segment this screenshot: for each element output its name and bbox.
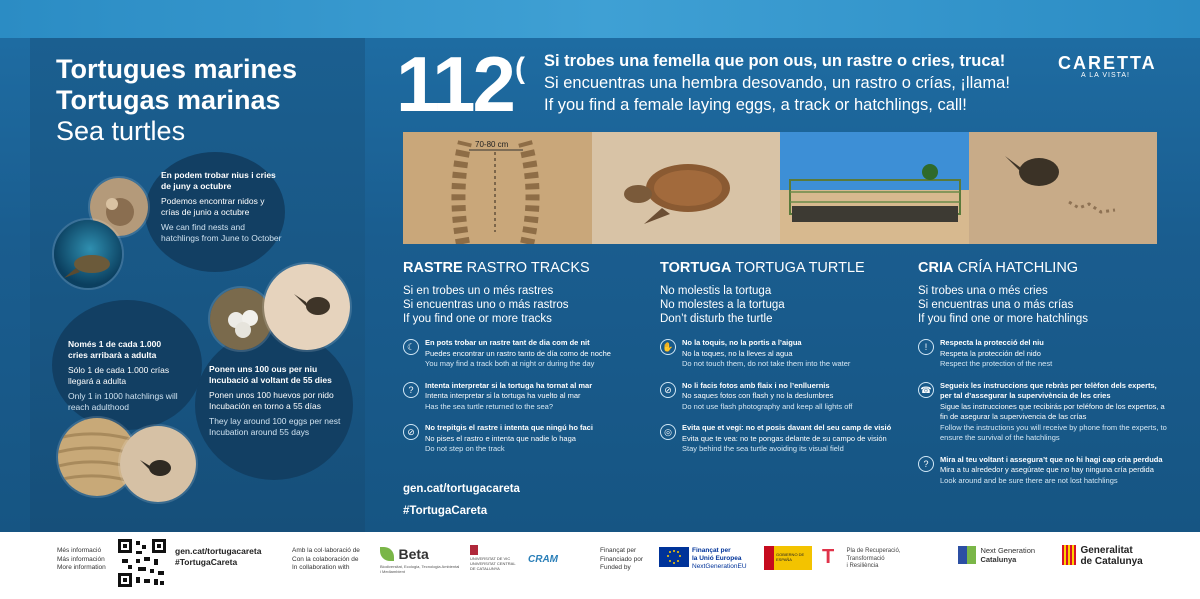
no-step-icon: ⊘ bbox=[403, 424, 419, 440]
title-es: Tortugas marinas bbox=[56, 85, 281, 115]
call-ca: Si trobes una femella que pon ous, un rastre o cries, truca! bbox=[544, 52, 1006, 70]
survival-en: Only 1 in 1000 hatchlings will reach adulthood bbox=[68, 391, 178, 412]
eggs-en: They lay around 100 eggs per nest Incubation around 55 days bbox=[209, 416, 341, 437]
photo-hatchling-closeup bbox=[118, 424, 198, 504]
phone-icon: ☎ bbox=[918, 382, 934, 398]
turtle-heading: TORTUGA TORTUGA TURTLE bbox=[660, 260, 865, 276]
collab-label: Amb la col·laboració de Con la colaboración de In collaboration with bbox=[292, 547, 360, 571]
turtle-item-stay-behind: ◎ Evita que et vegi: no et posis davant del seu camp de visió Evita que te vea: no te pongas delante de su campo de visión Stay behind the sea turtle avoiding its visual field bbox=[660, 423, 900, 455]
website-link[interactable]: gen.cat/tortugacareta bbox=[403, 483, 520, 495]
bubble-eggs-text bbox=[209, 364, 345, 438]
bubble-nests-text bbox=[161, 170, 283, 244]
tracks-intro: Si en trobes un o més rastres Si encuentras uno o más rastros If you find one or more tracks bbox=[403, 285, 569, 325]
eu-label: Finançat per la Unió Europea NextGenerationEU bbox=[692, 547, 747, 570]
warning-icon: ! bbox=[918, 339, 934, 355]
generalitat-logo: Generalitat de Catalunya bbox=[1062, 545, 1172, 567]
call-es: Si encuentras una hembra desovando, un rastro o crías, ¡llama! bbox=[544, 74, 1010, 92]
survival-ca: Només 1 de cada 1.000 cries arribarà a adulta bbox=[68, 339, 162, 360]
recovery-plan-logo: T Pla de Recuperació, Transformació i Resiliència bbox=[822, 546, 901, 569]
eu-flag-icon bbox=[659, 547, 689, 567]
more-info-label: Més informació Más información More information bbox=[57, 547, 106, 571]
nests-es: Podemos encontrar nidos y crías de junio a octubre bbox=[161, 196, 265, 217]
survival-es: Sólo 1 de cada 1.000 crías llegará a adulta bbox=[68, 365, 170, 386]
call-en: If you find a female laying eggs, a track or hatchlings, call! bbox=[544, 96, 967, 114]
column-hatchling bbox=[918, 260, 1168, 497]
logo-sub: A LA VISTA! bbox=[1080, 72, 1130, 79]
cram-logo: CRAM bbox=[528, 554, 558, 565]
leaf-icon bbox=[380, 547, 394, 561]
moon-icon: ☾ bbox=[403, 339, 419, 355]
nextgen-grid-icon bbox=[958, 546, 976, 564]
photo-turtle-swimming bbox=[52, 218, 124, 290]
eggs-ca: Ponen uns 100 ous per niu Incubació al voltant de 55 dies bbox=[209, 364, 332, 385]
beta-logo: Beta Biodiversitat, Ecologia, Tecnologia Ambiental i Mediambient bbox=[380, 545, 460, 574]
turtle-item-no-touch: ✋ No la toquis, no la portis a l’aigua No la toques, no la lleves al agua Do not touch them, do not take them into the water bbox=[660, 338, 900, 370]
uvic-mark-icon bbox=[470, 545, 478, 555]
board-links bbox=[403, 478, 520, 522]
eye-icon: ◎ bbox=[660, 424, 676, 440]
nests-en: We can find nests and hatchlings from June to October bbox=[161, 222, 282, 243]
recovery-mark-icon: T bbox=[822, 546, 835, 568]
top-band bbox=[0, 0, 1200, 38]
caretta-logo bbox=[1058, 53, 1157, 79]
tracks-item-interpret: ? Intenta interpretar si la tortuga ha tornat al mar Intenta interpretar si la tortuga ha vuelto al mar Has the sea turtle returned to the sea? bbox=[403, 381, 643, 413]
title-en: Sea turtles bbox=[56, 116, 186, 146]
hatchling-item-look-around: ? Mira al teu voltant i assegura’t que no hi hagi cap cria perduda Mira a tu alrededor y asegúrate que no hay ninguna cría perdida Look around and be sure there are not lost hatchlings bbox=[918, 455, 1168, 487]
emergency-number: 112 bbox=[396, 40, 513, 128]
photo-hatchling-beach bbox=[262, 262, 352, 352]
hatchling-item-protect-nest: ! Respecta la protecció del niu Respeta la protección del nido Respect the protection of the nest bbox=[918, 338, 1168, 370]
column-turtle bbox=[660, 260, 900, 466]
photo-strip bbox=[403, 132, 1157, 244]
footer-site: gen.cat/tortugacareta #TortugaCareta bbox=[175, 546, 262, 567]
photo-turtle bbox=[592, 132, 781, 244]
phone-mark-icon: ( bbox=[515, 52, 525, 85]
hatchling-intro: Si trobes una o més cries Si encuentras una o más crías If you find one or more hatchlings bbox=[918, 285, 1089, 325]
tracks-heading: RASTRE RASTRO TRACKS bbox=[403, 260, 590, 276]
photo-hatchling bbox=[969, 132, 1158, 244]
board-title bbox=[56, 54, 297, 147]
turtle-intro: No molestis la tortuga No molestes a la tortuga Don’t disturb the turtle bbox=[660, 285, 785, 325]
senyera-icon bbox=[1062, 545, 1076, 565]
column-tracks bbox=[403, 260, 643, 466]
photo-nest-fence bbox=[780, 132, 969, 244]
hashtag-link[interactable]: #TortugaCareta bbox=[403, 505, 488, 517]
emergency-call-text bbox=[544, 50, 1010, 116]
track-width-label: 70-80 cm bbox=[475, 140, 509, 149]
hatchling-item-phone: ☎ Segueix les instruccions que rebràs per telèfon dels experts, per tal d’assegurar la supervivència de les cries Sigue las instrucciones que recibirás por teléfono de los expertos, a fin de asegurar la supervivencia de las crías Follow the instructions you will receive by phone from the experts, to ensure the survival of the hatchlings bbox=[918, 381, 1168, 444]
nextgen-catalunya-logo: Next Generation Catalunya bbox=[958, 546, 1048, 564]
turtle-item-no-flash: ⊘ No li facis fotos amb flaix i no l’enlluernis No saques fotos con flash y no la deslumbres Do not use flash photography and keep all lights off bbox=[660, 381, 900, 413]
tracks-item-no-step: ⊘ No trepitgis el rastre i intenta que ningú ho faci No pises el rastro e intenta que nadie lo haga Do not step on the track bbox=[403, 423, 643, 455]
nests-ca: En podem trobar nius i cries de juny a octubre bbox=[161, 170, 276, 191]
tracks-item-day-night: ☾ En pots trobar un rastre tant de dia com de nit Puedes encontrar un rastro tanto de día como de noche You may find a track both at night or during the day bbox=[403, 338, 643, 370]
spain-gov-logo: GOBIERNO DE ESPAÑA bbox=[764, 546, 812, 570]
bubble-survival-text bbox=[68, 339, 180, 413]
uvic-logo: UNIVERSITAT DE VIC UNIVERSITAT CENTRAL DE CATALUNYA bbox=[470, 545, 516, 571]
no-touch-icon: ✋ bbox=[660, 339, 676, 355]
logo-name: CARETTA bbox=[1058, 53, 1157, 73]
hatchling-heading: CRIA CRÍA HATCHLING bbox=[918, 260, 1079, 276]
funded-label: Finançat per Financiado por Funded by bbox=[600, 547, 643, 571]
question-icon: ? bbox=[403, 382, 419, 398]
qr-code[interactable] bbox=[118, 539, 166, 587]
photo-track bbox=[403, 132, 592, 244]
title-ca: Tortugues marines bbox=[56, 54, 298, 84]
no-flash-icon: ⊘ bbox=[660, 382, 676, 398]
search-icon: ? bbox=[918, 456, 934, 472]
eggs-es: Ponen unos 100 huevos por nido Incubación en torno a 55 días bbox=[209, 390, 334, 411]
